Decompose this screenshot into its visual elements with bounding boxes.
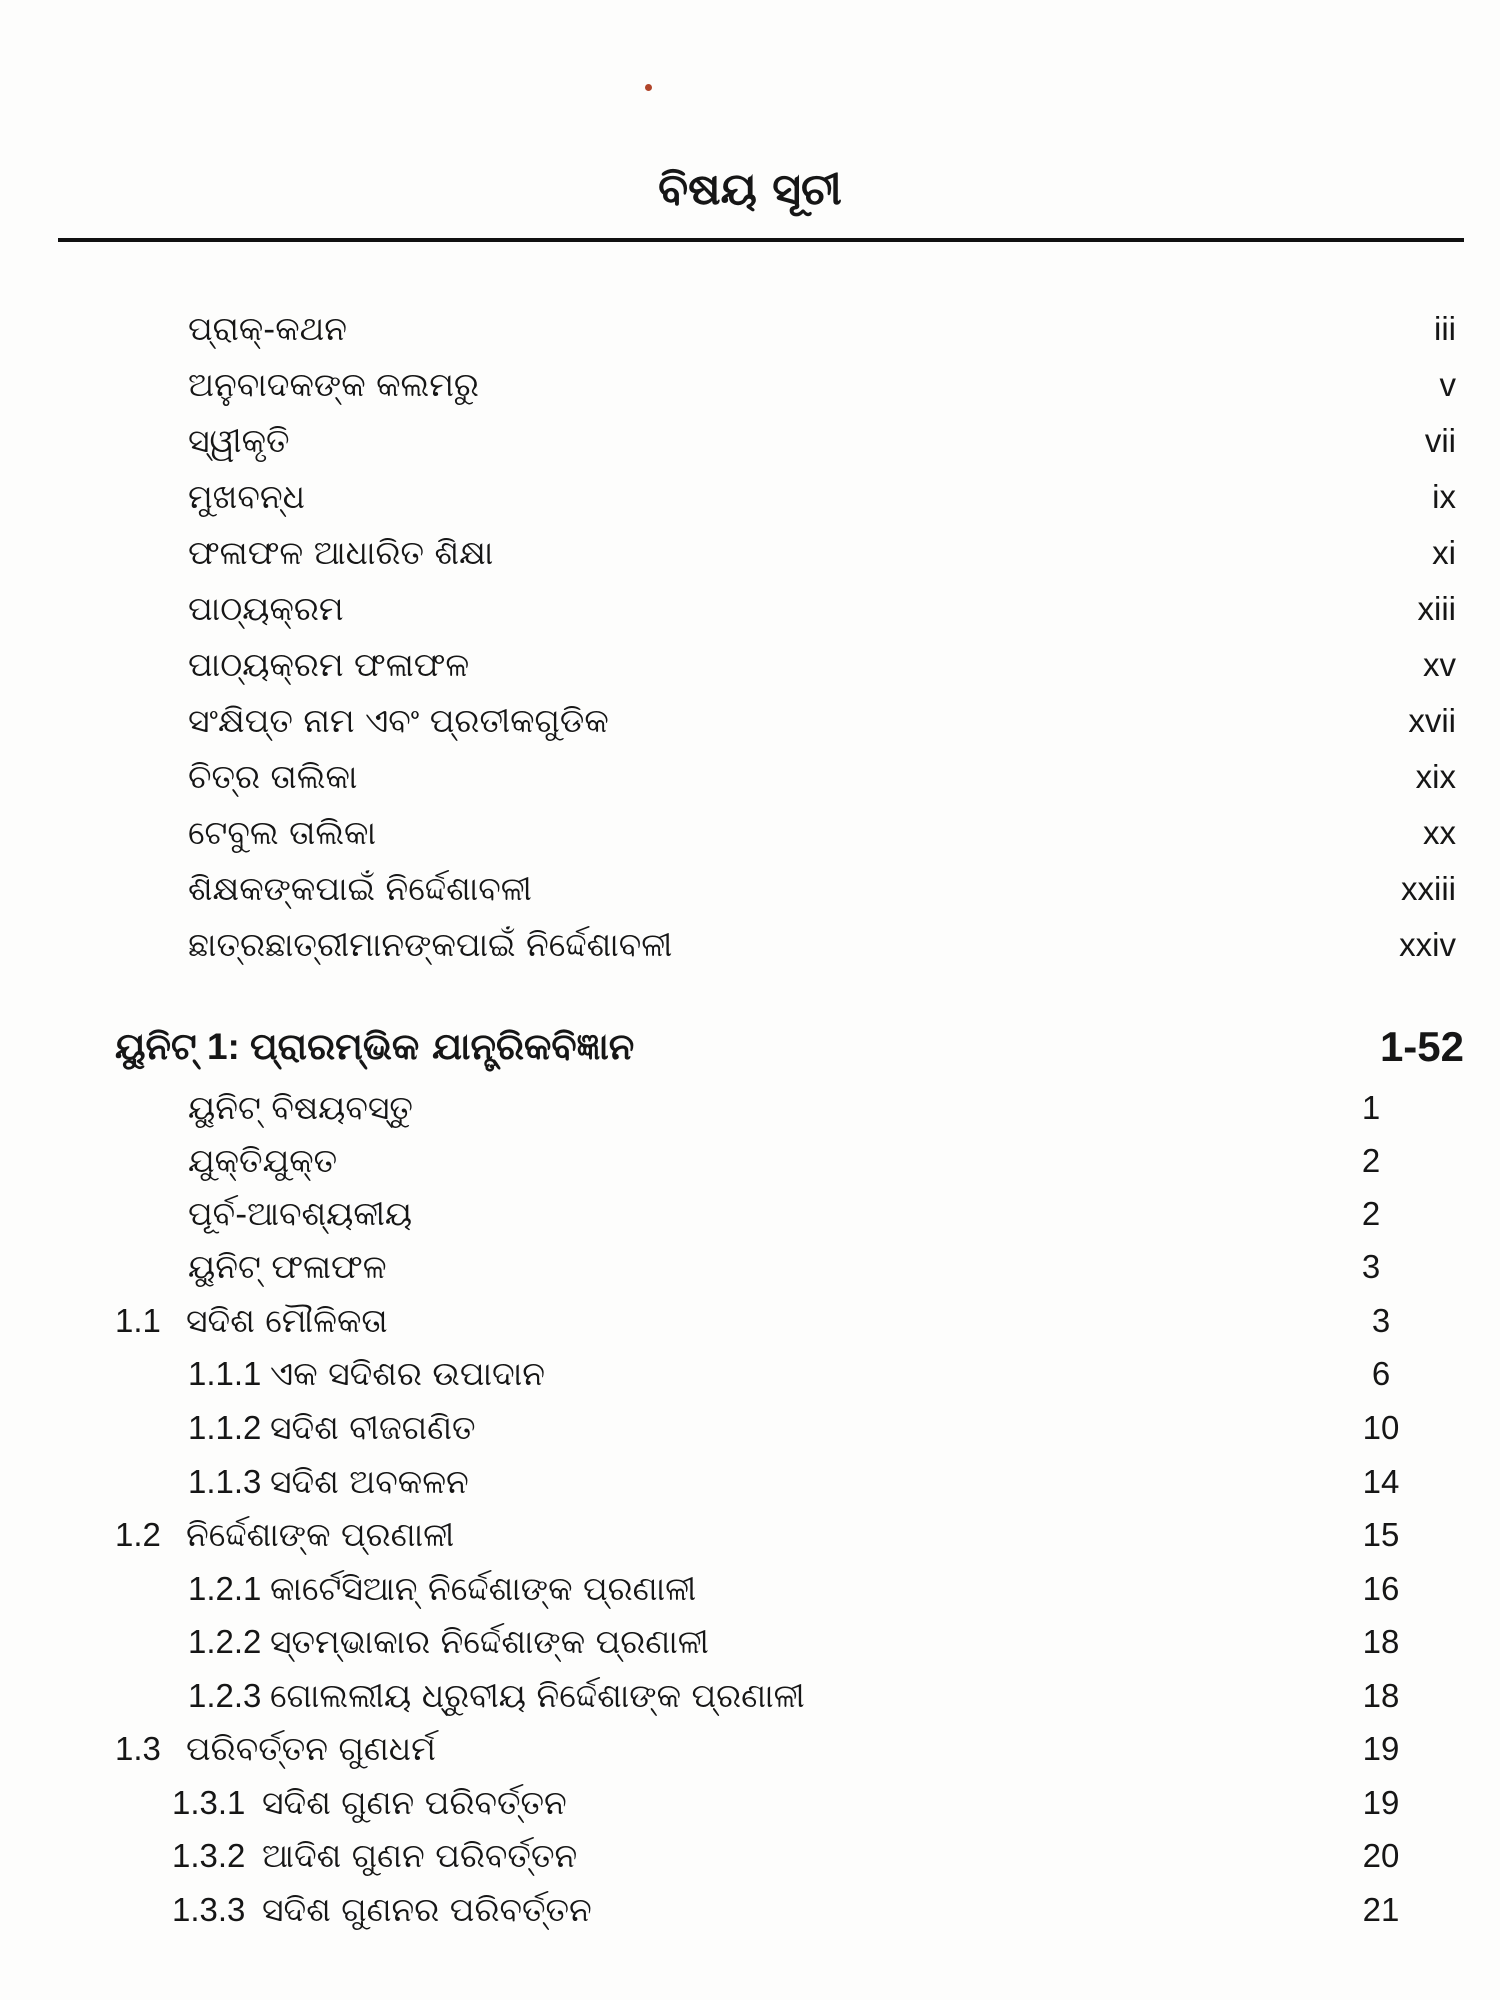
toc-entry-page: xvii <box>1408 702 1456 739</box>
toc-entry-page: 3 <box>1361 1248 1381 1285</box>
subsection-page: 10 <box>1362 1409 1400 1446</box>
toc-subsection[interactable] <box>0 1347 1500 1401</box>
ink-dot <box>645 84 652 91</box>
toc-entry-page: xxiv <box>1399 926 1456 963</box>
subsection-page: 19 <box>1362 1784 1400 1821</box>
toc-entry[interactable] <box>0 806 1500 860</box>
toc-entry[interactable] <box>0 526 1500 580</box>
toc-entry[interactable] <box>0 1134 1500 1188</box>
subsection-number: 1.2.2 <box>188 1623 262 1660</box>
toc-entry-page: 2 <box>1361 1195 1381 1232</box>
toc-entry[interactable] <box>0 750 1500 804</box>
subsection-label: ସଦିଶ ଗୁଣନ ପରିବର୍ତ୍ତନ <box>262 1783 567 1822</box>
toc-subsection[interactable] <box>0 1562 1500 1616</box>
subsection-page: 18 <box>1362 1623 1400 1660</box>
toc-entry[interactable] <box>0 862 1500 916</box>
toc-entry-label: ଛାତ୍ରଛାତ୍ରୀମାନଙ୍କପାଇଁ ନିର୍ଦ୍ଦେଶାବଳୀ <box>188 925 673 964</box>
toc-subsection[interactable] <box>0 1615 1500 1669</box>
toc-entry[interactable] <box>0 582 1500 636</box>
toc-entry-label: ପାଠ୍ୟକ୍ରମ ଫଳାଫଳ <box>188 645 470 684</box>
toc-entry[interactable] <box>0 358 1500 412</box>
subsection-label: ଗୋଲଲୀୟ ଧ୍ରୁବୀୟ ନିର୍ଦ୍ଦେଶାଙ୍କ ପ୍ରଣାଳୀ <box>270 1676 805 1715</box>
unit-heading[interactable] <box>0 1020 1500 1074</box>
subsection-number: 1.1.1 <box>188 1355 262 1392</box>
toc-entry[interactable] <box>0 414 1500 468</box>
toc-entry[interactable] <box>0 638 1500 692</box>
subsection-label: ଆଦିଶ ଗୁଣନ ପରିବର୍ତ୍ତନ <box>262 1836 578 1875</box>
subsection-page: 21 <box>1362 1891 1400 1928</box>
unit-page-range: 1-52 <box>1379 1023 1464 1070</box>
subsection-number: 1.2.1 <box>188 1570 262 1607</box>
section-page: 15 <box>1362 1516 1400 1553</box>
toc-entry-page: 2 <box>1361 1142 1381 1179</box>
toc-section[interactable] <box>0 1508 1500 1562</box>
subsection-page: 14 <box>1362 1463 1400 1500</box>
subsection-label: କାର୍ଟେସିଆନ୍ ନିର୍ଦ୍ଦେଶାଙ୍କ ପ୍ରଣାଳୀ <box>270 1569 697 1608</box>
subsection-label: ସଦିଶ ଗୁଣନର ପରିବର୍ତ୍ତନ <box>262 1890 592 1929</box>
subsection-page: 6 <box>1371 1355 1391 1392</box>
toc-subsection[interactable] <box>0 1401 1500 1455</box>
toc-entry-label: ଶିକ୍ଷକଙ୍କପାଇଁ ନିର୍ଦ୍ଦେଶାବଳୀ <box>188 869 532 908</box>
section-number: 1.1 <box>115 1302 161 1339</box>
subsection-number: 1.3.1 <box>172 1784 246 1821</box>
toc-entry-label: ୟୁନିଟ୍ ଫଳାଫଳ <box>188 1247 387 1286</box>
toc-entry-label: ଚିତ୍ର ତାଲିକା <box>188 757 358 796</box>
toc-entry-label: ଫଳାଫଳ ଆଧାରିତ ଶିକ୍ଷା <box>188 533 494 572</box>
toc-entry-page: xiii <box>1417 590 1456 627</box>
section-label: ନିର୍ଦ୍ଦେଶାଙ୍କ ପ୍ରଣାଳୀ <box>186 1515 455 1554</box>
section-label: ସଦିଶ ମୌଳିକତା <box>186 1301 388 1340</box>
toc-entry[interactable] <box>0 1240 1500 1294</box>
toc-entry-label: ସଂକ୍ଷିପ୍ତ ନାମ ଏବଂ ପ୍ରତୀକଗୁଡିକ <box>188 701 609 740</box>
toc-subsection[interactable] <box>0 1455 1500 1509</box>
subsection-label: ସଦିଶ ବୀଜଗଣିତ <box>270 1408 476 1447</box>
section-number: 1.2 <box>115 1516 161 1553</box>
toc-subsection[interactable] <box>0 1829 1500 1883</box>
toc-entry-page: 1 <box>1361 1089 1381 1126</box>
subsection-page: 18 <box>1362 1677 1400 1714</box>
toc-entry-label: ପାଠ୍ୟକ୍ରମ <box>188 589 344 628</box>
title-rule <box>58 238 1464 242</box>
section-number: 1.3 <box>115 1730 161 1767</box>
section-label: ପରିବର୍ତ୍ତନ ଗୁଣଧର୍ମ <box>186 1729 436 1768</box>
section-page: 3 <box>1371 1302 1391 1339</box>
subsection-number: 1.1.2 <box>188 1409 262 1446</box>
toc-entry-label: ପ୍ରାକ୍-କଥନ <box>188 309 348 348</box>
toc-entry-page: xi <box>1432 534 1456 571</box>
toc-entry[interactable] <box>0 918 1500 972</box>
toc-entry[interactable] <box>0 1081 1500 1135</box>
toc-entry-page: xx <box>1423 814 1456 851</box>
toc-entry-label: ମୁଖବନ୍ଧ <box>188 477 305 516</box>
subsection-page: 20 <box>1362 1837 1400 1874</box>
toc-entry-label: ଯୁକ୍ତିଯୁକ୍ତ <box>188 1141 338 1180</box>
toc-entry-page: xix <box>1415 758 1456 795</box>
subsection-number: 1.2.3 <box>188 1677 262 1714</box>
subsection-number: 1.3.2 <box>172 1837 246 1874</box>
toc-subsection[interactable] <box>0 1669 1500 1723</box>
toc-entry-label: ଟେବୁଲ ତାଲିକା <box>188 813 376 852</box>
toc-entry-page: ix <box>1432 478 1456 515</box>
toc-entry-page: xxiii <box>1401 870 1456 907</box>
toc-entry-label: ପୂର୍ବ-ଆବଶ୍ୟକୀୟ <box>188 1194 413 1233</box>
subsection-label: ସ୍ତମ୍ଭାକାର ନିର୍ଦ୍ଦେଶାଙ୍କ ପ୍ରଣାଳୀ <box>270 1622 709 1661</box>
toc-entry-page: vii <box>1424 422 1456 459</box>
toc-entry-label: ୟୁନିଟ୍ ବିଷୟବସ୍ତୁ <box>188 1088 413 1127</box>
toc-entry-label: ସ୍ୱୀକୃତି <box>188 421 290 460</box>
toc-section[interactable] <box>0 1722 1500 1776</box>
subsection-label: ସଦିଶ ଅବକଳନ <box>270 1462 469 1501</box>
unit-number: ୟୁନିଟ୍ 1: <box>115 1026 240 1067</box>
subsection-page: 16 <box>1362 1570 1400 1607</box>
toc-subsection[interactable] <box>0 1883 1500 1937</box>
toc-entry[interactable] <box>0 1187 1500 1241</box>
unit-title: ପ୍ରାରମ୍ଭିକ ଯାନ୍ତ୍ରିକବିଜ୍ଞାନ <box>250 1025 635 1068</box>
toc-section[interactable] <box>0 1294 1500 1348</box>
toc-entry-page: xv <box>1423 646 1456 683</box>
subsection-label: ଏକ ସଦିଶର ଉପାଦାନ <box>270 1354 546 1393</box>
subsection-number: 1.3.3 <box>172 1891 246 1928</box>
page-title: ବିଷୟ ସୂଚୀ <box>658 164 842 215</box>
toc-entry-label: ଅନୁବାଦକଙ୍କ କଲମରୁ <box>188 365 479 404</box>
toc-entry-page: v <box>1439 366 1456 403</box>
subsection-number: 1.1.3 <box>188 1463 262 1500</box>
toc-subsection[interactable] <box>0 1776 1500 1830</box>
section-page: 19 <box>1362 1730 1400 1767</box>
toc-entry[interactable] <box>0 694 1500 748</box>
toc-entry[interactable] <box>0 470 1500 524</box>
toc-entry[interactable] <box>0 302 1500 356</box>
toc-entry-page: iii <box>1434 310 1456 347</box>
